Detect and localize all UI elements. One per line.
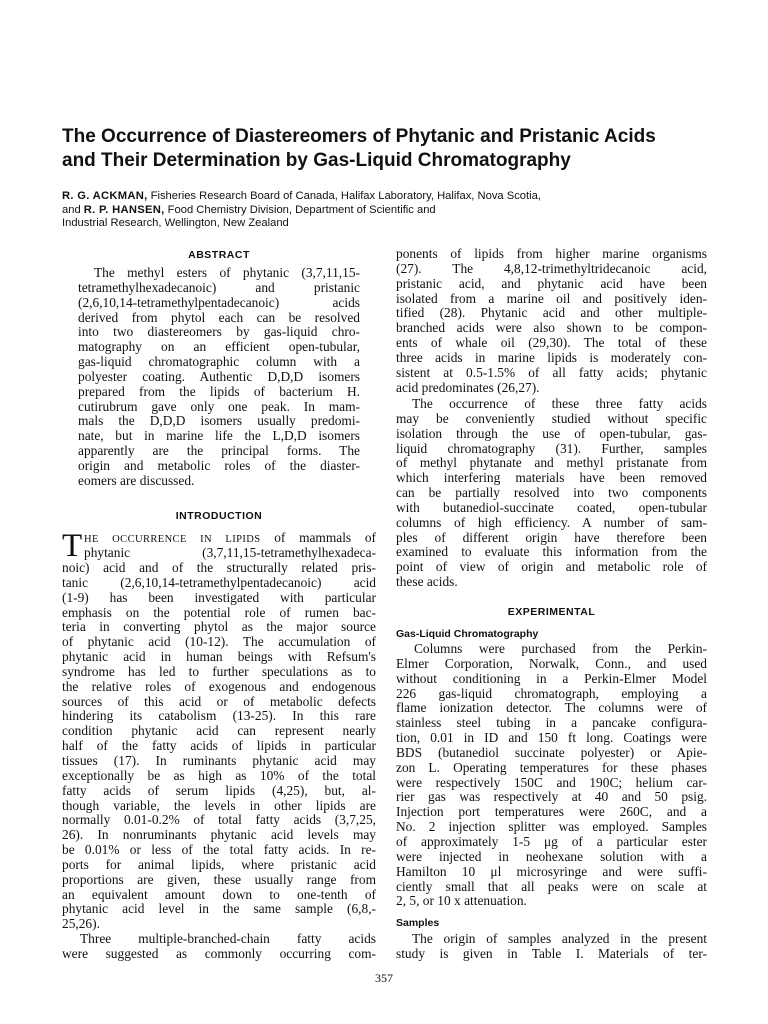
glc-block-line: Elmer Corporation, Norwalk, Conn., and used bbox=[396, 656, 707, 671]
abstract-block-line: origin and metabolic roles of the diaster- bbox=[78, 458, 360, 473]
author-line-1 bbox=[62, 190, 702, 204]
glc-block-line: No. 2 injection splitter was employed. Samples bbox=[396, 820, 707, 835]
glc-block-line: without conditioning in a Perkin-Elmer Model bbox=[396, 671, 707, 686]
intro-block-line: 26). In nonruminants phytanic acid levels may bbox=[62, 828, 376, 843]
author-line-3: Industrial Research, Wellington, New Zealand bbox=[62, 217, 289, 229]
intro-block-line: fatty acids of serum lipids (4,25), but, al- bbox=[62, 783, 376, 798]
right-para2-line: can be partially resolved into two components bbox=[396, 486, 707, 501]
right-para2-line: examined to evaluate this information from the bbox=[396, 545, 707, 560]
intro-block-line: exceptionally be as high as 10% of the total bbox=[62, 768, 376, 783]
glc-block-line: tion, 0.01 in ID and 150 ft long. Coatings were bbox=[396, 731, 707, 746]
intro-block-line: of phytanic acid (10-12). The accumulation of bbox=[62, 635, 376, 650]
intro-block-line: phytanic acid in human beings with Refsum's bbox=[62, 650, 376, 665]
abstract-block-line: into two diastereomers by gas-liquid chro- bbox=[78, 325, 360, 340]
intro-block-line: proportions are given, these usually range from bbox=[62, 872, 376, 887]
intro-block-line: the relative roles of exogenous and endogenous bbox=[62, 679, 376, 694]
abstract-block-line: tetramethylhexadecanoic) and pristanic bbox=[78, 280, 360, 295]
samples-subheading: Samples bbox=[396, 917, 440, 929]
abstract-block-line: cutirubrum gave only one peak. In mam- bbox=[78, 399, 360, 414]
abstract-block-line: apparently are the principal forms. The bbox=[78, 444, 360, 459]
right-para1-line: (27). The 4,8,12-trimethyltridecanoic acid, bbox=[396, 261, 707, 276]
right-para2-line: columns of high efficiency. A number of sam- bbox=[396, 515, 707, 530]
intro-block-line: Three multiple-branched-chain fatty acids bbox=[80, 932, 376, 947]
paper-title bbox=[62, 125, 722, 173]
intro-block-line: condition phytanic acid can represent nearly bbox=[62, 724, 376, 739]
intro-block-line: phytanic acid level in the same sample (6,8,- bbox=[62, 902, 376, 917]
intro-block-line: ports for animal lipids, where pristanic acid bbox=[62, 857, 376, 872]
abstract-block-line: prepared from the lipids of bacterium H. bbox=[78, 384, 360, 399]
abstract-block-line: nate, but in marine life the L,D,D isomers bbox=[78, 429, 360, 444]
abstract-block-line: derived from phytol each can be resolved bbox=[78, 310, 360, 325]
and-word: and bbox=[62, 203, 84, 216]
right-para1-line: ponents of lipids from higher marine organisms bbox=[396, 247, 707, 261]
glc-block-line: Columns were purchased from the Perkin- bbox=[414, 642, 707, 656]
intro-block-line: sources of this acid or of metabolic defects bbox=[62, 694, 376, 709]
right-para2-line: The occurrence of these three fatty acids bbox=[412, 397, 707, 411]
intro-block-line: be 0.01% or less of the total fatty acids. In re- bbox=[62, 843, 376, 858]
author-1-name: R. G. ACKMAN, bbox=[62, 190, 148, 202]
intro-block-line: 25,26). bbox=[62, 917, 100, 932]
right-para2-line: ples of different origin have therefore been bbox=[396, 530, 707, 545]
right-para2-line: of methyl phytanate and methyl pristanate from bbox=[396, 456, 707, 471]
right-para2-line: these acids. bbox=[396, 575, 458, 590]
right-paragraph-2 bbox=[396, 397, 707, 590]
author-line-2 bbox=[62, 204, 702, 218]
abstract-block-line: (2,6,10,14-tetramethylpentadecanoic) acids bbox=[78, 295, 360, 310]
samples-block-line: The origin of samples analyzed in the present bbox=[412, 932, 707, 946]
intro-block-line: tissues (17). In ruminants phytanic acid may bbox=[62, 753, 376, 768]
glc-subheading: Gas-Liquid Chromatography bbox=[396, 628, 539, 640]
glc-block-line: 226 gas-liquid chromatograph, employing a bbox=[396, 686, 707, 701]
glc-block-line: stainless steel tubing in a pancake configura- bbox=[396, 716, 707, 731]
intro-block-line: though variable, the levels in other lipids are bbox=[62, 798, 376, 813]
abstract-block-line: matography on an efficient open-tubular, bbox=[78, 340, 360, 355]
glc-block-line: were injected in neohexane solution with a bbox=[396, 849, 707, 864]
glc-block-line: zon L. Operating temperatures for these phases bbox=[396, 760, 707, 775]
intro-block-line: tanic (2,6,10,14-tetramethylpentadecanoic) acid bbox=[62, 575, 376, 590]
intro-block-line: normally 0.01-0.2% of total fatty acids (3,7,25, bbox=[62, 813, 376, 828]
intro-opening bbox=[84, 531, 376, 561]
right-para1-line: pristanic acid, and phytanic acid have been bbox=[396, 276, 707, 291]
right-para1-line: ents of whale oil (29,30). The total of these bbox=[396, 336, 707, 351]
intro-smallcaps: HE OCCURRENCE IN LIPIDS bbox=[84, 534, 261, 545]
glc-block-line: were respectively 150C and 190C; helium car- bbox=[396, 775, 707, 790]
right-para2-line: liquid chromatography (31). Further, samples bbox=[396, 441, 707, 456]
glc-block-line: rier gas was respectively at 40 and 50 psig. bbox=[396, 790, 707, 805]
page-number: 357 bbox=[375, 971, 393, 985]
abstract-body bbox=[78, 266, 360, 489]
intro-first-rest: of mammals of bbox=[260, 531, 376, 545]
abstract-block-line: polyester coating. Authentic D,D,D isomers bbox=[78, 369, 360, 384]
author-2-name: R. P. HANSEN, bbox=[83, 203, 165, 216]
intro-line-2: phytanic (3,7,11,15-tetramethylhexadeca- bbox=[84, 545, 376, 560]
intro-block-line: an equivalent amount down to one-tenth of bbox=[62, 887, 376, 902]
intro-block-line: half of the fatty acids of lipids in particular bbox=[62, 739, 376, 754]
glc-block-line: Hamilton 10 μl microsyringe and were suffi- bbox=[396, 864, 707, 879]
right-para1-line: sistent at 0.5-1.5% of all fatty acids; phytanic bbox=[396, 365, 707, 380]
title-line-1: The Occurrence of Diastereomers of Phytanic and Pristanic Acids bbox=[62, 126, 656, 147]
glc-body bbox=[396, 642, 707, 909]
abstract-heading: ABSTRACT bbox=[188, 249, 250, 261]
intro-block-line: teria in converting phytol as the major source bbox=[62, 620, 376, 635]
abstract-block-line: The methyl esters of phytanic (3,7,11,15- bbox=[94, 266, 360, 280]
samples-body bbox=[396, 932, 707, 962]
intro-block-line: noic) acid and of the structurally related pris- bbox=[62, 561, 376, 575]
author-2-affiliation: Food Chemistry Division, Department of Scientific and bbox=[164, 203, 436, 216]
intro-block-line: were suggested as commonly occurring com- bbox=[62, 946, 376, 961]
abstract-block-line: mals the D,D,D isomers usually predomi- bbox=[78, 414, 360, 429]
right-para1-line: acid predominates (26,27). bbox=[396, 380, 540, 395]
glc-block-line: ciently small that all peaks were on scale at bbox=[396, 879, 707, 894]
abstract-block-line: gas-liquid chromatographic column with a bbox=[78, 355, 360, 370]
right-paragraph-1 bbox=[396, 247, 707, 395]
intro-block-line: emphasis on the potential role of rumen bac- bbox=[62, 605, 376, 620]
glc-block-line: flame ionization detector. The columns were of bbox=[396, 701, 707, 716]
right-para2-line: isolation through the use of open-tubular, gas- bbox=[396, 426, 707, 441]
right-para1-line: three acids in marine lipids is moderately con- bbox=[396, 350, 707, 365]
title-line-2: and Their Determination by Gas-Liquid Chromatography bbox=[62, 150, 571, 171]
glc-block-line: 2, 5, or 10 x attenuation. bbox=[396, 894, 527, 909]
right-para1-line: tified (28). Phytanic acid and other multiple- bbox=[396, 306, 707, 321]
right-para2-line: with butanediol-succinate coated, open-tubular bbox=[396, 500, 707, 515]
glc-block-line: BDS (butanediol succinate polyester) or Apie- bbox=[396, 745, 707, 760]
intro-line-1 bbox=[84, 531, 376, 546]
right-para1-line: isolated from a marine oil and positively iden- bbox=[396, 291, 707, 306]
intro-block-line: hindering its catabolism (13-25). In this rare bbox=[62, 709, 376, 724]
right-para1-line: branched acids were also shown to be compon- bbox=[396, 321, 707, 336]
experimental-heading: EXPERIMENTAL bbox=[507, 606, 596, 618]
introduction-body bbox=[62, 561, 376, 962]
glc-block-line: Injection port temperatures were 260C, and a bbox=[396, 805, 707, 820]
author-1-affiliation: Fisheries Research Board of Canada, Halifax Laboratory, Halifax, Nova Scotia, bbox=[147, 190, 541, 202]
author-block bbox=[62, 190, 702, 231]
right-para2-line: point of view of origin and metabolic role of bbox=[396, 560, 707, 575]
abstract-block-line: eomers are discussed. bbox=[78, 473, 195, 488]
right-para2-line: which interfering materials have been removed bbox=[396, 471, 707, 486]
glc-block-line: of approximately 1-5 μg of a particular ester bbox=[396, 834, 707, 849]
intro-block-line: (1-9) has been investigated with particular bbox=[62, 590, 376, 605]
drop-cap: T bbox=[62, 528, 83, 564]
intro-block-line: syndrome has led to further speculations as to bbox=[62, 664, 376, 679]
introduction-heading: INTRODUCTION bbox=[175, 510, 263, 522]
samples-block-line: study is given in Table I. Materials of ter- bbox=[396, 946, 707, 961]
right-para2-line: may be conveniently studied without specific bbox=[396, 411, 707, 426]
